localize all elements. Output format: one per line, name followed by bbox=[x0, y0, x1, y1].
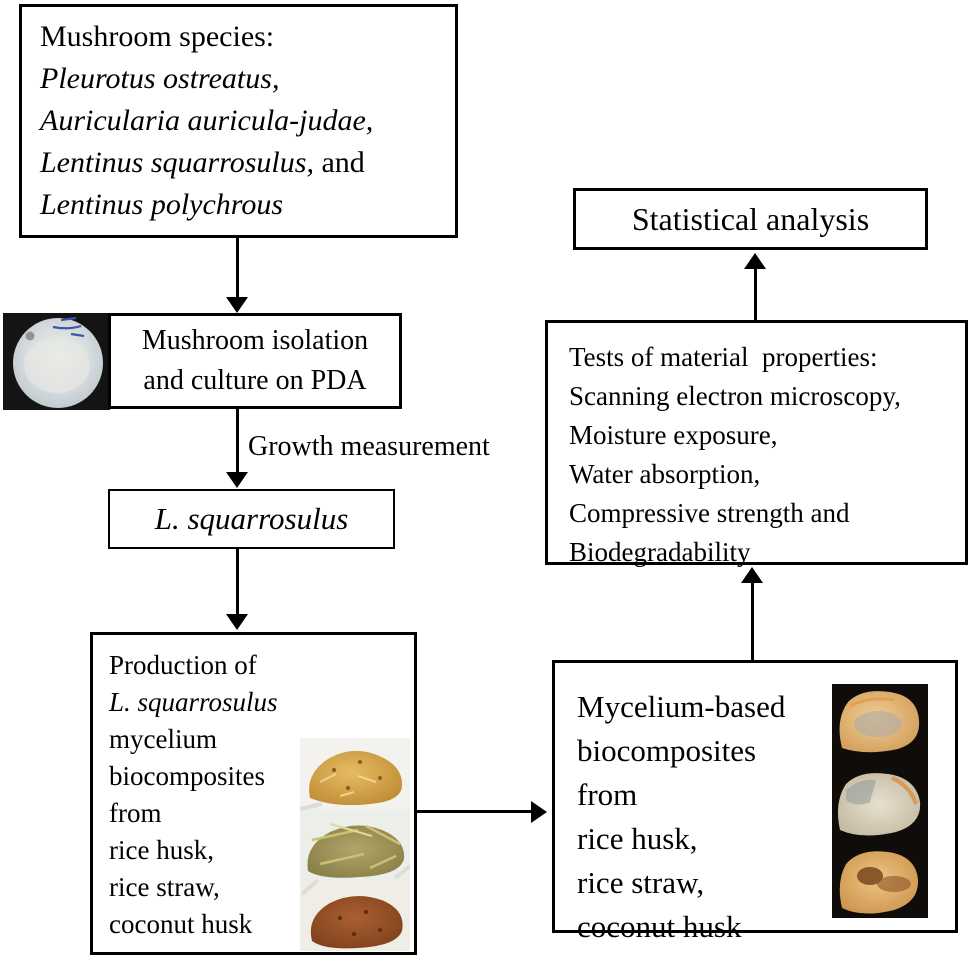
box-text: rice straw, bbox=[577, 865, 705, 900]
arrow-line bbox=[754, 266, 757, 320]
box-text: Compressive strength and bbox=[569, 498, 850, 528]
box-text: mycelium bbox=[109, 724, 217, 754]
arrow-line bbox=[751, 580, 754, 660]
arrow-line bbox=[236, 548, 239, 618]
box-text: Statistical analysis bbox=[631, 200, 870, 237]
substrate-piles-photo bbox=[300, 738, 410, 951]
arrow-line bbox=[236, 408, 239, 476]
growth-measurement-label: Growth measurement bbox=[248, 431, 490, 462]
box-text: coconut husk bbox=[577, 909, 742, 944]
arrow-down-icon bbox=[226, 472, 248, 488]
species-name: Lentinus polychrous bbox=[40, 188, 284, 221]
selected-species-name: L. squarrosulus bbox=[154, 501, 349, 536]
box-text: rice husk, bbox=[109, 835, 214, 865]
species-name: L. squarrosulus bbox=[109, 687, 278, 717]
box-text: biocomposites bbox=[109, 761, 265, 791]
mushroom-isolation-box bbox=[108, 313, 402, 409]
arrow-line bbox=[236, 238, 239, 301]
box-text: coconut husk bbox=[109, 909, 253, 939]
species-name: Pleurotus ostreatus, bbox=[40, 62, 280, 95]
mushroom-species-box bbox=[19, 4, 458, 238]
box-text: from bbox=[577, 777, 638, 812]
rice-straw-biocomposite-block bbox=[838, 773, 920, 835]
arrow-down-icon bbox=[226, 614, 248, 630]
rice-husk-biocomposite-block bbox=[840, 691, 920, 752]
tests-box bbox=[545, 320, 968, 565]
box-text: from bbox=[109, 798, 162, 828]
arrow-line bbox=[416, 810, 534, 813]
species-name: Lentinus squarrosulus, and bbox=[40, 146, 365, 179]
box-text: and culture on PDA bbox=[143, 365, 367, 396]
box-title: Mushroom species: bbox=[40, 20, 275, 53]
box-text: Scanning electron microscopy, bbox=[569, 381, 901, 411]
species-name: Auricularia auricula-judae, bbox=[40, 104, 374, 137]
arrow-right-icon bbox=[531, 801, 547, 823]
selected-species-box bbox=[108, 489, 395, 549]
statistical-analysis-box bbox=[573, 188, 928, 250]
biocomposite-blocks-photo bbox=[832, 684, 928, 918]
petri-dish-photo bbox=[3, 313, 110, 410]
box-text: Mycelium-based bbox=[577, 689, 786, 724]
box-text: Moisture exposure, bbox=[569, 420, 778, 450]
arrow-down-icon bbox=[226, 297, 248, 313]
box-text: rice straw, bbox=[109, 872, 220, 902]
box-text: Mushroom isolation bbox=[141, 325, 369, 356]
box-text: Water absorption, bbox=[569, 459, 761, 489]
box-text: Biodegradability bbox=[569, 537, 751, 567]
box-text: Tests of material properties: bbox=[569, 342, 878, 372]
box-text: rice husk, bbox=[577, 821, 698, 856]
box-text: Production of bbox=[109, 650, 257, 680]
box-text: biocomposites bbox=[577, 733, 757, 768]
